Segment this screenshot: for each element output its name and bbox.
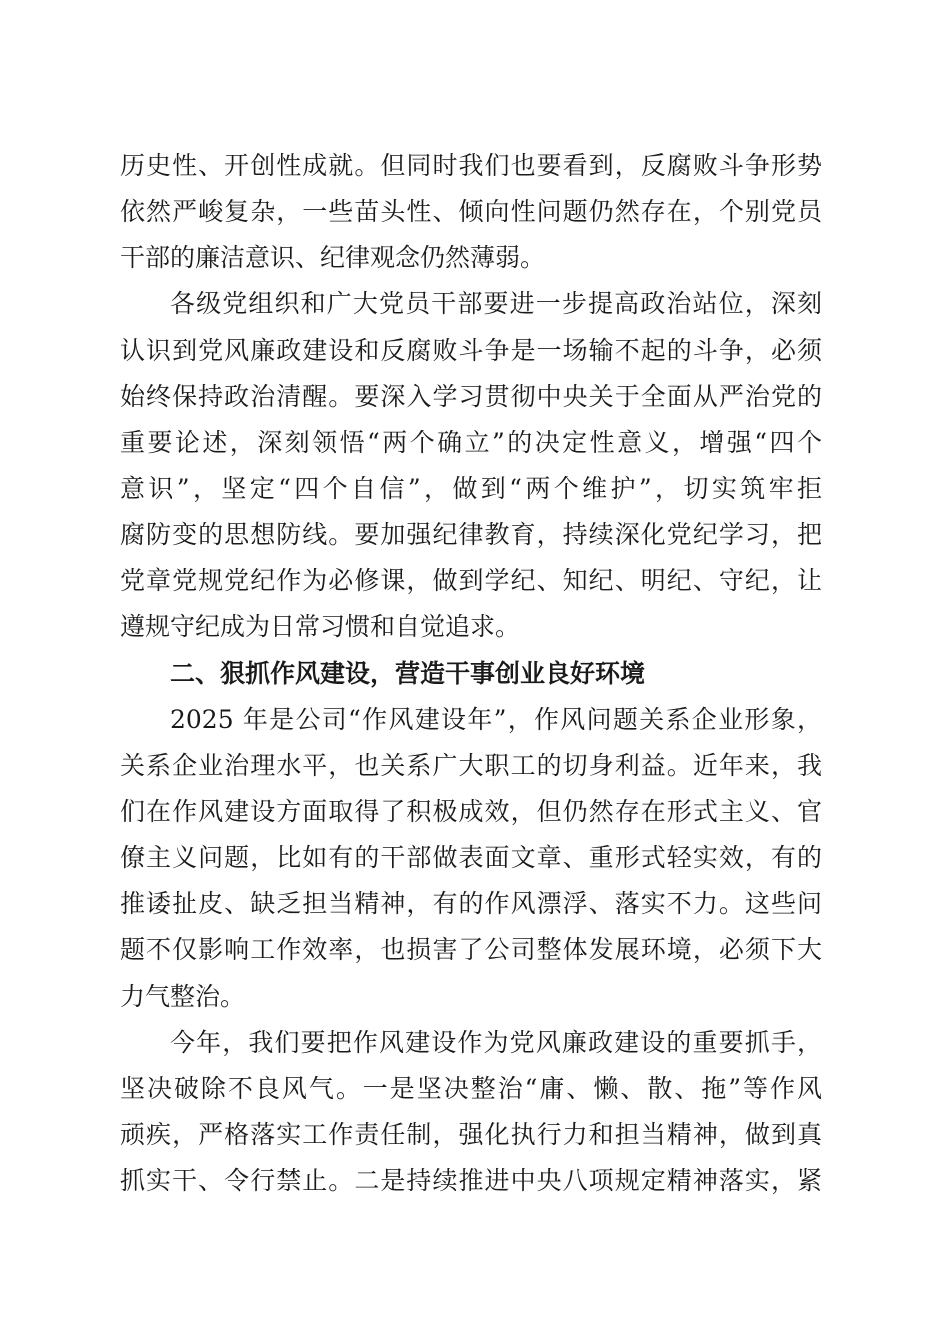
paragraph-line: 题不仅影响工作效率，也损害了公司整体发展环境，必须下大 — [120, 935, 822, 964]
paragraph-line: 依然严峻复杂，一些苗头性、倾向性问题仍然存在，个别党员 — [120, 197, 822, 226]
paragraph-line: 重要论述，深刻领悟“两个确立”的决定性意义，增强“四个 — [120, 428, 822, 457]
paragraph-line: 遵规守纪成为日常习惯和自觉追求。 — [120, 612, 521, 641]
paragraph-line: 意识”，坚定“四个自信”，做到“两个维护”，切实筑牢拒 — [120, 474, 822, 503]
paragraph-line: 僚主义问题，比如有的干部做表面文章、重形式轻实效，有的 — [120, 843, 822, 872]
paragraph-line: 历史性、开创性成就。但同时我们也要看到，反腐败斗争形势 — [120, 151, 822, 180]
paragraph-line: 各级党组织和广大党员干部要进一步提高政治站位，深刻 — [170, 289, 822, 318]
paragraph-line: 推诿扯皮、缺乏担当精神，有的作风漂浮、落实不力。这些问 — [120, 889, 822, 918]
paragraph-line: 2025 年是公司“作风建设年”，作风问题关系企业形象， — [170, 705, 822, 734]
section-heading: 二、狠抓作风建设，营造干事创业良好环境 — [170, 659, 646, 688]
paragraph-line: 认识到党风廉政建设和反腐败斗争是一场输不起的斗争，必须 — [120, 336, 822, 365]
paragraph-line: 今年，我们要把作风建设作为党风廉政建设的重要抓手， — [170, 1028, 822, 1057]
paragraph-line: 抓实干、令行禁止。二是持续推进中央八项规定精神落实，紧 — [120, 1166, 822, 1195]
paragraph-line: 顽疾，严格落实工作责任制，强化执行力和担当精神，做到真 — [120, 1120, 822, 1149]
paragraph-line: 们在作风建设方面取得了积极成效，但仍然存在形式主义、官 — [120, 797, 822, 826]
paragraph-line: 坚决破除不良风气。一是坚决整治“庸、懒、散、拖”等作风 — [120, 1074, 822, 1103]
paragraph-line: 始终保持政治清醒。要深入学习贯彻中央关于全面从严治党的 — [120, 382, 822, 411]
paragraph-line: 力气整治。 — [120, 982, 246, 1011]
paragraph-line: 党章党规党纪作为必修课，做到学纪、知纪、明纪、守纪，让 — [120, 566, 822, 595]
paragraph-line: 关系企业治理水平，也关系广大职工的切身利益。近年来，我 — [120, 751, 822, 780]
paragraph-line: 腐防变的思想防线。要加强纪律教育，持续深化党纪学习，把 — [120, 520, 822, 549]
paragraph-line: 干部的廉洁意识、纪律观念仍然薄弱。 — [120, 243, 546, 272]
